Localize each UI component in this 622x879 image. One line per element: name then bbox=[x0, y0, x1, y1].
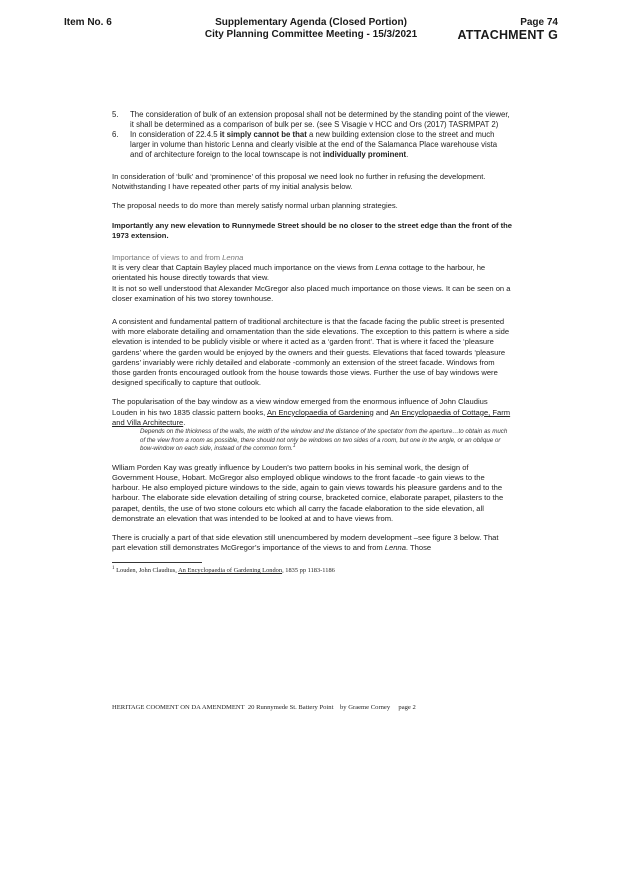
paragraph: A consistent and fundamental pattern of traditional architecture is that the facade facing the public street is presented with more elaborate detailing and ornamentation than the side elevations. The exception to this pattern is where a side elevation is intended to be publicly visible or where it acted as a ‘garden front’. That is where it faced the ‘pleasure gardens’ where the garden would be enjoyed by the owners and their guests. Elevations that faced towards ‘pleasure gardens’ invariably were richly detailed and elaborate -commonly an extension of the street facade. Windows from those garden fronts encouraged outlook from the house towards those views. Further the use of bay windows were designed specifically to capture that outlook. bbox=[112, 317, 510, 388]
paragraph: It is not so well understood that Alexander McGregor also placed much importance on those views. It can be seen on a closer examination of his two storey townhouse. bbox=[112, 283, 511, 303]
agenda-title: Supplementary Agenda (Closed Portion) bbox=[215, 17, 407, 28]
book-title: An Encyclopaedia of Gardening bbox=[266, 407, 374, 417]
paragraph bbox=[112, 397, 512, 428]
text-part: . bbox=[183, 417, 186, 427]
footnote-text: Louden, John Claudius, bbox=[114, 567, 179, 575]
list-text bbox=[130, 130, 512, 160]
section-heading bbox=[112, 253, 512, 263]
book-title: An Encyclopaedia of Cottage, Farm and Villa Architecture bbox=[112, 407, 511, 427]
footnote-title: An Encyclopaedia of Gardening London bbox=[178, 567, 283, 575]
page-footer: HERITAGE COOMENT ON DA AMENDMENT 20 Runnymede St. Battery Point by Graeme Corney page 2 bbox=[112, 704, 416, 711]
paragraph bbox=[112, 533, 512, 553]
heading-italic: Lenna bbox=[222, 253, 244, 263]
list-item bbox=[112, 110, 512, 130]
footnote-divider bbox=[112, 562, 202, 563]
text-italic: Lenna bbox=[384, 543, 406, 553]
list-text bbox=[130, 110, 512, 130]
text-part: It is very clear that Captain Bayley placed much importance on the views from bbox=[112, 263, 376, 273]
text-part: The popularisation of the bay window as a view window emerged from the enormous influence of John Claudius Louden in his two 1835 classic pattern books, bbox=[112, 397, 488, 417]
list-number: 6. bbox=[112, 130, 119, 139]
emphasis-text: it simply cannot be that bbox=[219, 130, 307, 139]
list-number: 5. bbox=[112, 110, 119, 119]
meeting-title: City Planning Committee Meeting - 15/3/2021 bbox=[204, 29, 418, 40]
paragraph-bold: Importantly any new elevation to Runnymede Street should be no closer to the street edge than the front of the 1973 extension. bbox=[112, 220, 512, 240]
text-part: cottage to the harbour, he orientated his house directly towards that view. bbox=[112, 263, 486, 283]
heading-text: Importance of views to and from bbox=[112, 253, 223, 263]
page-header-right bbox=[457, 17, 558, 41]
quote-text: Depends on the thickness of the walls, the width of the window and the distance of the spectator from the aperture…to obtain as much of the view from a room as possible, there should not only be windows on two sides of a room, but one in the angle, or an oblique or bow-window on each side, instead of the common form. bbox=[140, 428, 508, 453]
document-body bbox=[112, 110, 512, 575]
text-part: . Those bbox=[405, 543, 432, 553]
footnote bbox=[112, 567, 512, 575]
text-part: and bbox=[373, 407, 391, 417]
text-part: There is crucially a part of that side elevation still unencumbered by modern development –see figure 3 below. That part elevation still demonstrates McGregor’s importance of the views to and from bbox=[112, 533, 499, 553]
item-number: Item No. 6 bbox=[64, 17, 112, 28]
list-text-part: In consideration of 22.4.5 bbox=[130, 130, 220, 139]
text-italic: Lenna bbox=[375, 263, 397, 273]
numbered-list bbox=[112, 110, 512, 160]
footnote-ref: 1 bbox=[292, 443, 296, 450]
paragraph: The proposal needs to do more than merely satisfy normal urban planning strategies. bbox=[112, 201, 398, 211]
footnote-text: , 1835 pp 1183-1186 bbox=[282, 567, 335, 575]
attachment-label: ATTACHMENT G bbox=[457, 28, 558, 42]
list-text-part: The consideration of bulk of an extension proposal shall not be determined by the standing point of the viewer, it shall be determined as a comparison of bulk per se. (see bbox=[130, 110, 510, 129]
emphasis-text: individually prominent bbox=[322, 150, 407, 159]
page-number: Page 74 bbox=[520, 17, 558, 28]
paragraph: In consideration of ‘bulk’ and ‘prominence’ of this proposal we need look no further in refusing the development. Notwithstanding I have repeated other parts of my initial analysis below. bbox=[112, 172, 486, 192]
block-quote bbox=[112, 428, 512, 454]
paragraph bbox=[112, 263, 512, 283]
list-text-part: . bbox=[406, 150, 409, 159]
list-text-part: a new building extension close to the street and much larger in volume than historic Lenna and clearly visible at the end of the Salamanca Place warehouse vista and of architecture foreign to the local townscape is not bbox=[130, 130, 498, 159]
case-citation: S Visagie v HCC and Ors (2017) TASRMPAT 2) bbox=[334, 120, 499, 129]
list-item bbox=[112, 130, 512, 160]
paragraph: Wlliam Porden Kay was greatly influence by Louden’s two pattern books in his seminal work, the design of Government House, Hobart. McGregor also employed oblique windows to the front facade -to gain views to the harbour. He also employed picture windows to the side, again to gain views towards his pleasure gardens and to the harbour. The elaborate side elevation detailing of string course, bracketed cornice, elaborate parapet, pilasters to the parapet, dentils, the use of two stone colours etc which all carry the facade elaboration to the side elevation, all demonstrate an elevation that was intended to be looked at and to have views from. bbox=[112, 462, 504, 523]
footnote-number: 1 bbox=[112, 566, 115, 572]
